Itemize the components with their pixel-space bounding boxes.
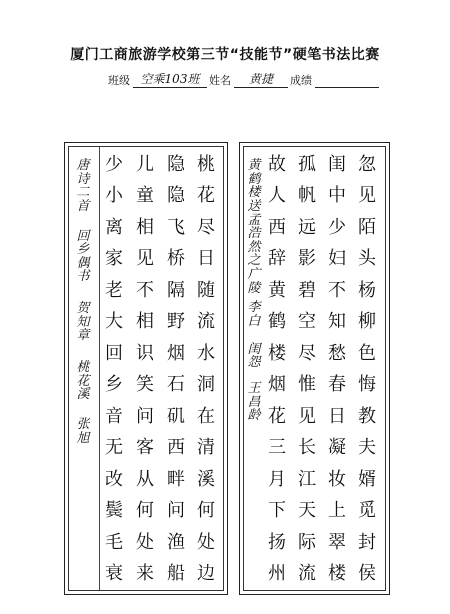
poem-character: 日	[328, 405, 346, 427]
poem-character: 音	[105, 405, 123, 427]
poem-character: 乡	[105, 374, 123, 396]
poem-character: 春	[328, 374, 346, 396]
name-value: 黄捷	[234, 70, 288, 88]
poem-title-segment: 王昌龄	[247, 380, 261, 424]
poem-character: 陌	[358, 216, 376, 238]
poem-character: 野	[167, 311, 185, 333]
poem-character: 中	[328, 185, 346, 207]
poem-title-segment: 回乡偶书	[76, 228, 90, 285]
poem-character: 离	[105, 216, 123, 238]
poem-title-segment: 桃花溪	[76, 360, 90, 403]
name-label: 姓名	[209, 74, 231, 87]
poem-character: 日	[197, 248, 215, 270]
poem-character: 流	[298, 563, 316, 585]
poem-character: 辞	[268, 248, 286, 270]
poem-character: 相	[136, 216, 154, 238]
poem-character: 鹤	[268, 311, 286, 333]
left-poem-panel	[64, 142, 228, 595]
poem-character: 洞	[197, 374, 215, 396]
poem-character: 在	[197, 405, 215, 427]
poem-character: 鬓	[105, 500, 123, 522]
poem-column	[296, 149, 318, 590]
poem-character: 妆	[328, 468, 346, 490]
poem-character: 飞	[167, 216, 185, 238]
poem-title-column	[75, 159, 91, 590]
poem-character: 渔	[167, 531, 185, 553]
poem-character: 毛	[105, 531, 123, 553]
poem-character: 清	[197, 437, 215, 459]
poem-character: 回	[105, 342, 123, 364]
poem-character: 桥	[167, 248, 185, 270]
poem-column	[326, 149, 348, 590]
poem-character: 楼	[328, 563, 346, 585]
poem-character: 长	[298, 437, 316, 459]
poem-character: 妇	[328, 248, 346, 270]
poem-character: 矶	[167, 405, 185, 427]
poem-character: 忽	[358, 153, 376, 175]
poem-character: 衰	[105, 563, 123, 585]
poem-character: 见	[136, 248, 154, 270]
poem-character: 无	[105, 437, 123, 459]
poem-character: 识	[136, 342, 154, 364]
class-value: 空乘103班	[133, 70, 207, 88]
poem-character: 从	[136, 468, 154, 490]
poem-title-segment: 唐诗二首	[76, 158, 90, 214]
poem-title-column	[246, 159, 262, 590]
poem-character: 江	[298, 468, 316, 490]
poem-character: 尽	[298, 342, 316, 364]
poem-character: 处	[136, 531, 154, 553]
poem-character: 西	[167, 437, 185, 459]
column-divider	[99, 147, 100, 590]
poem-title-segment: 闺怨	[247, 341, 261, 371]
poem-character: 见	[298, 405, 316, 427]
poem-character: 婿	[358, 468, 376, 490]
poem-character: 三	[268, 437, 286, 459]
poem-character: 石	[167, 374, 185, 396]
poem-character: 扬	[268, 531, 286, 553]
score-label: 成绩	[290, 74, 312, 87]
poem-character: 花	[268, 405, 286, 427]
score-value	[315, 87, 379, 88]
poem-character: 凝	[328, 437, 346, 459]
poem-character: 翠	[328, 531, 346, 553]
poem-character: 花	[197, 185, 215, 207]
poem-character: 来	[136, 563, 154, 585]
poem-character: 桃	[197, 153, 215, 175]
poem-title-segment: 李白	[247, 300, 261, 330]
poem-character: 人	[268, 185, 286, 207]
poem-character: 封	[358, 531, 376, 553]
poem-character: 下	[268, 500, 286, 522]
poem-character: 改	[105, 468, 123, 490]
poem-title-segment: 贺知章	[76, 301, 90, 344]
poem-character: 柳	[358, 311, 376, 333]
poem-column	[165, 149, 187, 590]
poem-character: 影	[298, 248, 316, 270]
poem-character: 烟	[268, 374, 286, 396]
poem-character: 教	[358, 405, 376, 427]
poem-character: 溪	[197, 468, 215, 490]
poem-character: 色	[358, 342, 376, 364]
poem-character: 随	[197, 279, 215, 301]
poem-character: 夫	[358, 437, 376, 459]
student-info-row	[108, 68, 381, 88]
poem-character: 觅	[358, 500, 376, 522]
poem-character: 孤	[298, 153, 316, 175]
poem-column	[356, 149, 378, 590]
poem-title-segment: 张旭	[76, 416, 90, 446]
poem-character: 流	[197, 311, 215, 333]
poem-character: 问	[136, 405, 154, 427]
poem-column	[134, 149, 156, 590]
poem-character: 空	[298, 311, 316, 333]
poem-character: 畔	[167, 468, 185, 490]
poem-character: 惟	[298, 374, 316, 396]
poem-character: 水	[197, 342, 215, 364]
poem-character: 际	[298, 531, 316, 553]
poem-character: 少	[105, 153, 123, 175]
poem-character: 家	[105, 248, 123, 270]
poem-character: 大	[105, 311, 123, 333]
poem-character: 侯	[358, 563, 376, 585]
page-title: 厦门工商旅游学校第三节“技能节”硬笔书法比赛	[70, 47, 380, 63]
poem-character: 远	[298, 216, 316, 238]
class-label: 班级	[108, 74, 130, 87]
poem-character: 愁	[328, 342, 346, 364]
poem-character: 问	[167, 500, 185, 522]
poem-character: 烟	[167, 342, 185, 364]
poem-character: 知	[328, 311, 346, 333]
poem-character: 童	[136, 185, 154, 207]
poem-character: 儿	[136, 153, 154, 175]
poem-character: 隐	[167, 185, 185, 207]
poem-character: 边	[197, 563, 215, 585]
right-poem-grid	[243, 146, 386, 591]
poem-character: 帆	[298, 185, 316, 207]
poem-column	[103, 149, 125, 590]
poem-character: 少	[328, 216, 346, 238]
poem-character: 黄	[268, 279, 286, 301]
poem-character: 月	[268, 468, 286, 490]
poem-character: 尽	[197, 216, 215, 238]
poem-character: 头	[358, 248, 376, 270]
poem-character: 相	[136, 311, 154, 333]
poem-character: 碧	[298, 279, 316, 301]
poem-character: 处	[197, 531, 215, 553]
poem-character: 州	[268, 563, 286, 585]
poem-character: 西	[268, 216, 286, 238]
poem-character: 楼	[268, 342, 286, 364]
poem-character: 小	[105, 185, 123, 207]
poem-character: 故	[268, 153, 286, 175]
poem-character: 天	[298, 500, 316, 522]
poem-column	[195, 149, 217, 590]
left-poem-grid	[68, 146, 224, 591]
poem-character: 船	[167, 563, 185, 585]
poem-character: 老	[105, 279, 123, 301]
right-poem-panel	[239, 142, 390, 595]
poem-character: 见	[358, 185, 376, 207]
poem-character: 悔	[358, 374, 376, 396]
poem-character: 不	[328, 279, 346, 301]
poem-character: 闺	[328, 153, 346, 175]
poem-character: 何	[197, 500, 215, 522]
poem-character: 客	[136, 437, 154, 459]
poem-character: 何	[136, 500, 154, 522]
poem-character: 上	[328, 500, 346, 522]
poem-character: 不	[136, 279, 154, 301]
poem-character: 隐	[167, 153, 185, 175]
poem-title-segment: 黄鹤楼送孟浩然之广陵	[247, 158, 261, 296]
poem-column	[266, 149, 288, 590]
poem-character: 笑	[136, 374, 154, 396]
poem-character: 隔	[167, 279, 185, 301]
poem-character: 杨	[358, 279, 376, 301]
